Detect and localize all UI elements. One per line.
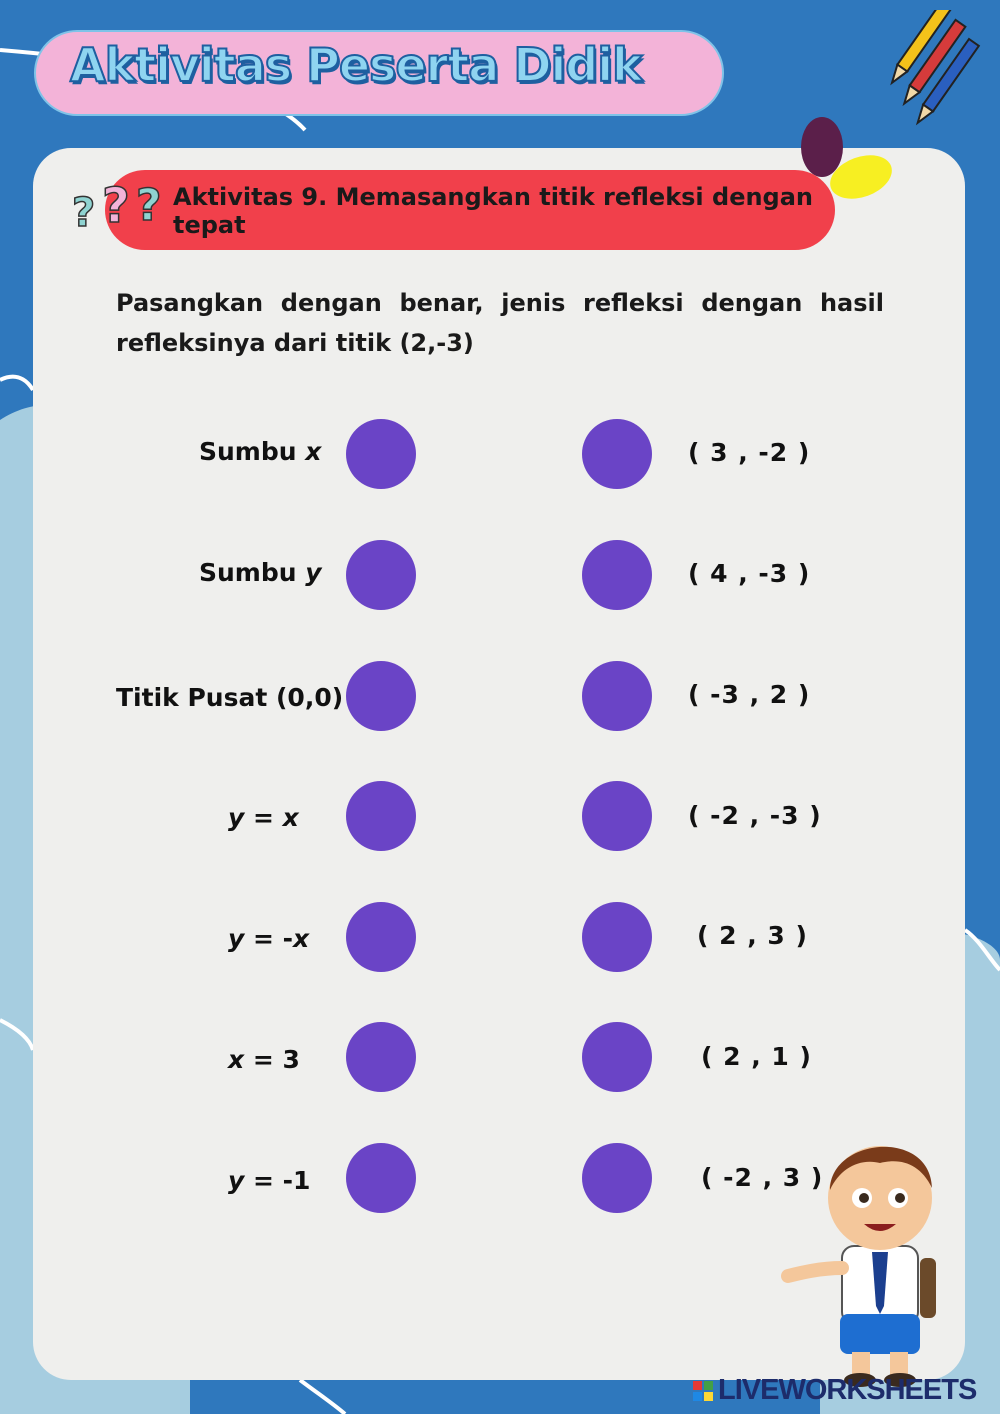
instruction-text: Pasangkan dengan benar, jenis refleksi dengan hasil refleksinya dari titik (2,-3) [116, 289, 884, 357]
activity-title: Aktivitas 9. Memasangkan titik refleksi dengan tepat [173, 183, 814, 239]
right-match-dot-6[interactable] [582, 1022, 652, 1092]
left-match-dot-6[interactable] [346, 1022, 416, 1092]
left-item-6: x = 3 [228, 1045, 300, 1074]
liveworksheets-logo: LIVEWORKSHEETS [718, 1374, 977, 1406]
svg-text:?: ? [72, 190, 96, 236]
right-item-1: ( 3 , -2 ) [688, 438, 811, 467]
left-match-dot-1[interactable] [346, 419, 416, 489]
right-match-dot-5[interactable] [582, 902, 652, 972]
page-title: Aktivitas Peserta Didik [70, 38, 642, 92]
right-match-dot-3[interactable] [582, 661, 652, 731]
left-item-2: Sumbu y [199, 558, 322, 587]
right-match-dot-1[interactable] [582, 419, 652, 489]
right-match-dot-4[interactable] [582, 781, 652, 851]
left-item-5: y = -x [228, 924, 310, 953]
right-item-3: ( -3 , 2 ) [688, 680, 811, 709]
right-item-6: ( 2 , 1 ) [701, 1042, 812, 1071]
left-match-dot-4[interactable] [346, 781, 416, 851]
question-marks-icon [72, 178, 172, 238]
right-item-7: ( -2 , 3 ) [701, 1163, 824, 1192]
right-item-4: ( -2 , -3 ) [688, 801, 822, 830]
left-match-dot-5[interactable] [346, 902, 416, 972]
pencils-icon [880, 10, 1000, 130]
left-match-dot-7[interactable] [346, 1143, 416, 1213]
right-match-dot-7[interactable] [582, 1143, 652, 1213]
left-item-7: y = -1 [228, 1166, 311, 1195]
right-item-5: ( 2 , 3 ) [697, 921, 808, 950]
student-illustration [780, 1118, 980, 1388]
left-item-4: y = x [228, 803, 299, 832]
right-match-dot-2[interactable] [582, 540, 652, 610]
svg-text:?: ? [136, 180, 162, 231]
left-match-dot-3[interactable] [346, 661, 416, 731]
left-item-3: Titik Pusat (0,0) [116, 683, 344, 712]
svg-text:?: ? [102, 178, 130, 234]
right-item-2: ( 4 , -3 ) [688, 559, 811, 588]
left-match-dot-2[interactable] [346, 540, 416, 610]
liveworksheets-logo-icon [693, 1381, 713, 1401]
left-item-1: Sumbu x [199, 437, 322, 466]
